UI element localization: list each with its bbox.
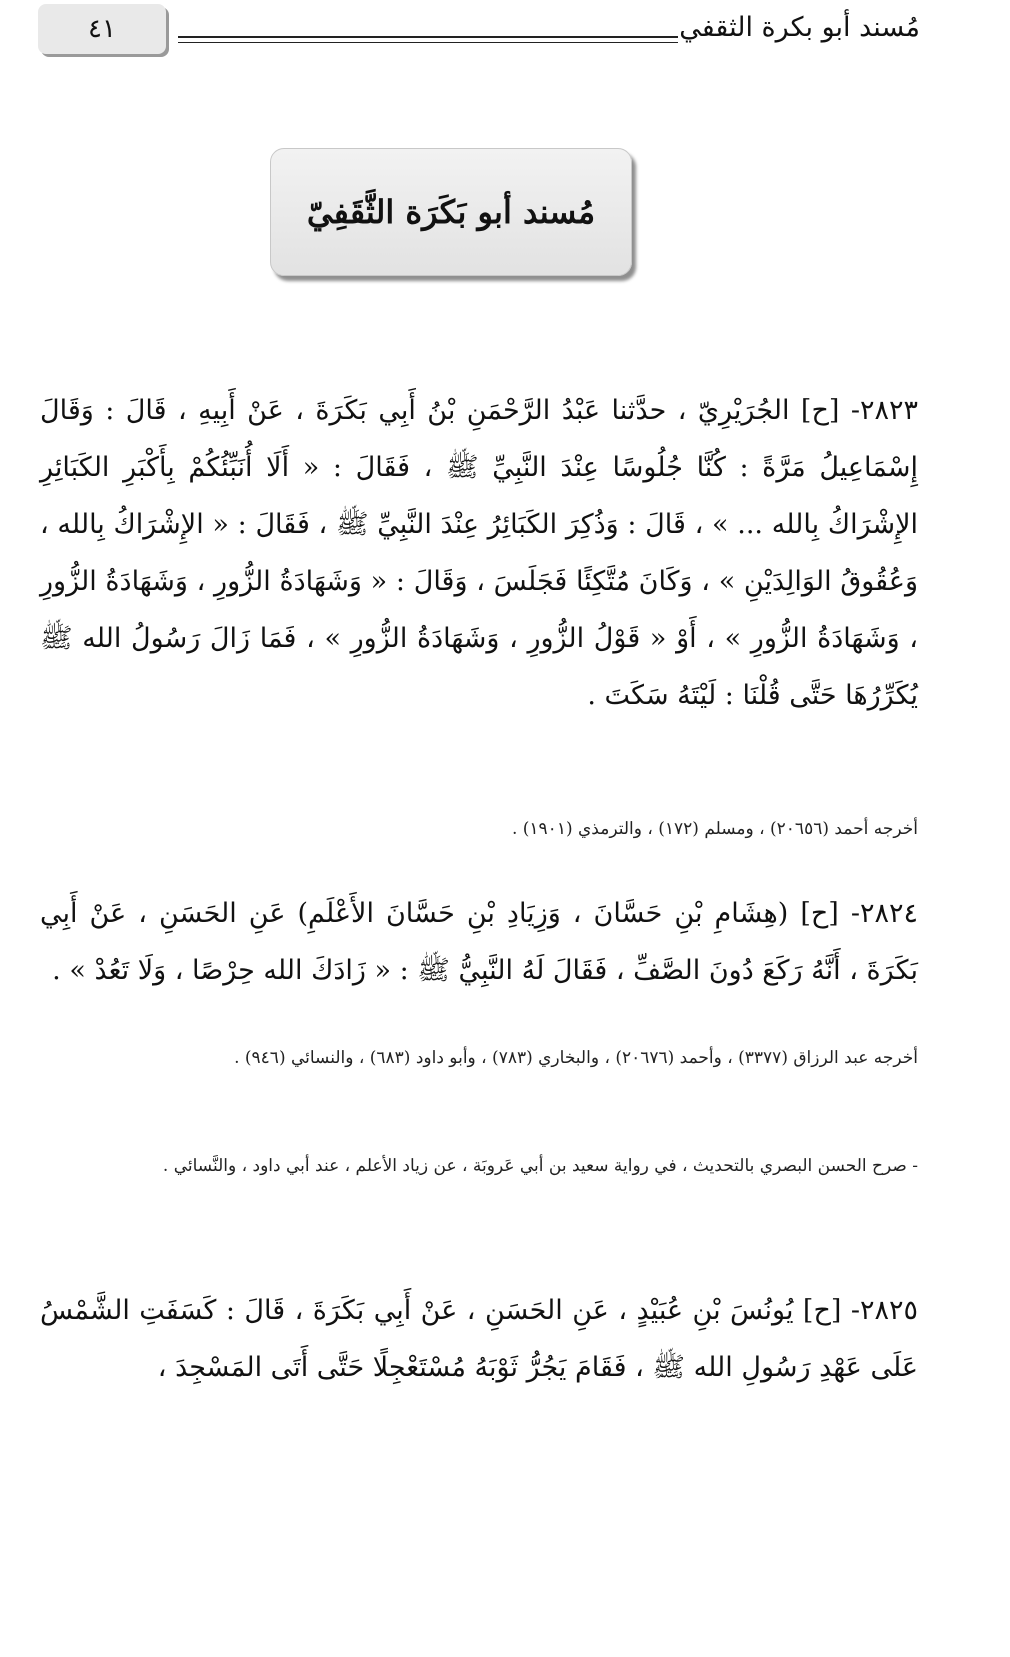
page-number-box [38,4,166,54]
takhrij-2824: أخرجه عبد الرزاق (٣٣٧٧) ، وأحمد (٢٠٦٧٦) ، والبخاري (٧٨٣) ، وأبو داود (٦٨٣) ، والنسائي (٩٤٦) . [234,1048,918,1068]
hadith-2824: ٢٨٢٤- [ح] (هِشَامِ بْنِ حَسَّانَ ، وَزِيَادِ بْنِ حَسَّانَ الأَعْلَمِ) عَنِ الحَسَنِ ، عَنْ أَبِي بَكَرَةَ ، أَنَّهُ رَكَعَ دُونَ الصَّفِّ ، فَقَالَ لَهُ النَّبِيُّ ﷺ : « زَادَكَ الله حِرْصًا ، وَلَا تَعُدْ » . [40,898,918,986]
header-rule [178,36,678,38]
page-number: ٤١ [88,14,116,44]
section-title: مُسند أبو بَكَرَة الثَّقَفِيّ [306,193,596,231]
header-rule-thin [178,42,678,43]
hadith-2825: ٢٨٢٥- [ح] يُونُسَ بْنِ عُبَيْدٍ ، عَنِ الحَسَنِ ، عَنْ أَبِي بَكَرَةَ ، قَالَ : كَسَفَتِ الشَّمْسُ عَلَى عَهْدِ رَسُولِ الله ﷺ ، فَقَامَ يَجُرُّ ثَوْبَهُ مُسْتَعْجِلًا حَتَّى أَتَى المَسْجِدَ ، [40,1295,918,1383]
hadith-2823: ٢٨٢٣- [ح] الجُرَيْرِيّ ، حدَّثنا عَبْدُ الرَّحْمَنِ بْنُ أَبِي بَكَرَةَ ، عَنْ أَبِيهِ ، قَالَ : وَقَالَ إِسْمَاعِيلُ مَرَّةً : كُنَّا جُلُوسًا عِنْدَ النَّبِيِّ ﷺ ، فَقَالَ : « أَلَا أُنَبِّئُكُمْ بِأَكْبَرِ الكَبَائِرِ الإِشْرَاكُ بِالله ... » ، قَالَ : وَذُكِرَ الكَبَائِرُ عِنْدَ النَّبِيِّ ﷺ ، فَقَالَ : « الإِشْرَاكُ بِالله ، وَعُقُوقُ الوَالِدَيْنِ » ، وَكَانَ مُتَّكِئًا فَجَلَسَ ، وَقَالَ : « وَشَهَادَةُ الزُّورِ ، وَشَهَادَةُ الزُّورِ ، وَشَهَادَةُ الزُّورِ » ، أَوْ « قَوْلُ الزُّورِ ، وَشَهَادَةُ الزُّورِ » ، فَمَا زَالَ رَسُولُ الله ﷺ يُكَرِّرُهَا حَتَّى قُلْنَا : لَيْتَهُ سَكَتَ . [40,395,918,711]
takhrij-2823: أخرجه أحمد (٢٠٦٥٦) ، ومسلم (١٧٢) ، والترمذي (١٩٠١) . [511,819,918,839]
section-title-box [270,148,632,276]
remark-2824: - صرح الحسن البصري بالتحديث ، في رواية سعيد بن أبي عَروبَة ، عن زياد الأعلم ، عند أبي داود ، والنَّسائي . [162,1156,918,1176]
running-title: مُسند أبو بكرة الثقفي [679,12,920,43]
